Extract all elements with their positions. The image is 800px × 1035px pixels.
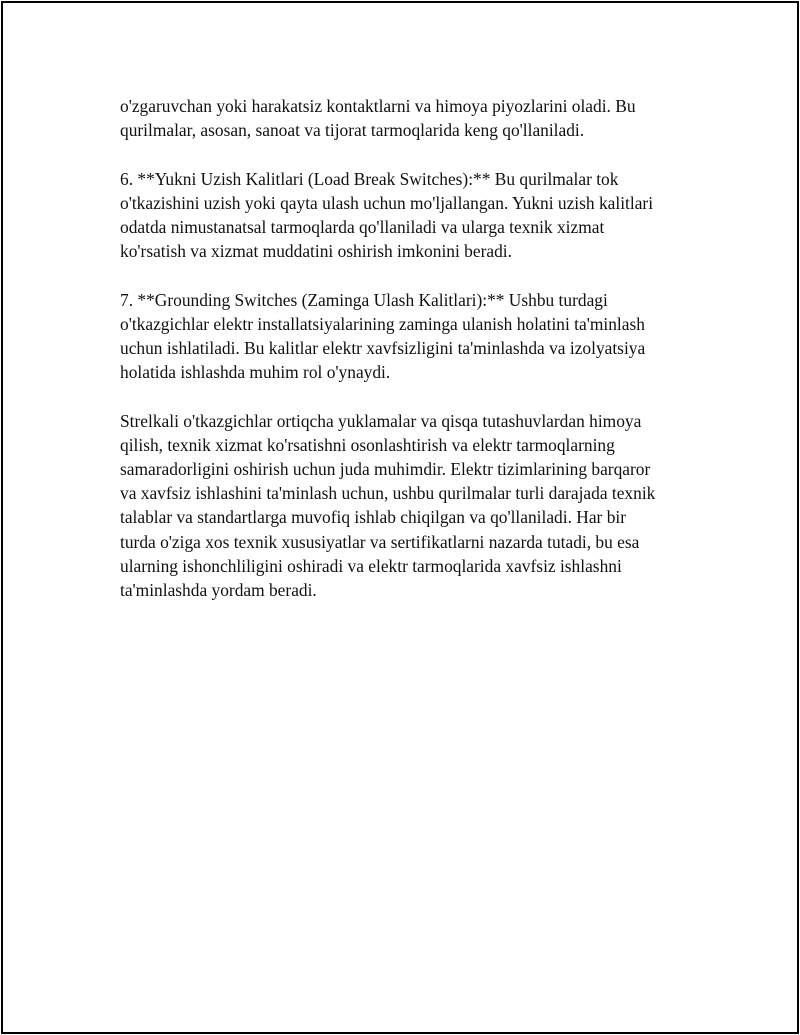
text-line: uchun ishlatiladi. Bu kalitlar elektr xavfsizligini ta'minlashda va izolyatsiya [120, 338, 646, 358]
text-line: o'tkazgichlar elektr installatsiyalarining zaminga ulanish holatini ta'minlash [120, 313, 645, 334]
text-line: odatda nimustanatsal tarmoqlarda qo'llaniladi va ularga texnik xizmat [120, 217, 605, 237]
text-line: samaradorligini oshirish uchun juda muhimdir. Elektr tizimlarining barqaror [120, 459, 651, 479]
text-line: 7. **Grounding Switches (Zaminga Ulash Kalitlari):** Ushbu turdagi [120, 289, 608, 310]
text-line: ularning ishonchliligini oshiradi va elektr tarmoqlarida xavfsiz ishlashni [120, 555, 622, 576]
paragraph-intro-continuation [120, 94, 700, 142]
text-line: ko'rsatish va xizmat muddatini oshirish imkonini beradi. [120, 241, 512, 262]
document-page [1, 1, 799, 1034]
text-line: qurilmalar, asosan, sanoat va tijorat tarmoqlarida keng qo'llaniladi. [120, 120, 585, 141]
text-line: ta'minlashda yordam beradi. [120, 580, 317, 601]
text-line: holatida ishlashda muhim rol o'ynaydi. [120, 362, 391, 383]
text-line: qilish, texnik xizmat ko'rsatishni osonlashtirish va elektr tarmoqlarning [120, 434, 615, 455]
text-line: talablar va standartlarga muvofiq ishlab chiqilgan va qo'llaniladi. Har bir [120, 507, 627, 528]
text-line: 6. **Yukni Uzish Kalitlari (Load Break Switches):** Bu qurilmalar tok [120, 168, 619, 189]
text-line: o'tkazishini uzish yoki qayta ulash uchun mo'ljallangan. Yukni uzish kalitlari [120, 192, 654, 213]
paragraph-grounding-switches [120, 288, 700, 385]
text-line: Strelkali o'tkazgichlar ortiqcha yuklamalar va qisqa tutashuvlardan himoya [120, 410, 642, 431]
text-line: o'zgaruvchan yoki harakatsiz kontaktlarni va himoya piyozlarini oladi. Bu [120, 96, 636, 116]
text-line: turda o'ziga xos texnik xususiyatlar va sertifikatlarni nazarda tutadi, bu esa [120, 531, 640, 552]
paragraph-load-break-switches [120, 167, 700, 264]
document-body [120, 94, 700, 626]
paragraph-conclusion [120, 409, 700, 603]
text-line: va xavfsiz ishlashini ta'minlash uchun, ushbu qurilmalar turli darajada texnik [120, 483, 656, 504]
